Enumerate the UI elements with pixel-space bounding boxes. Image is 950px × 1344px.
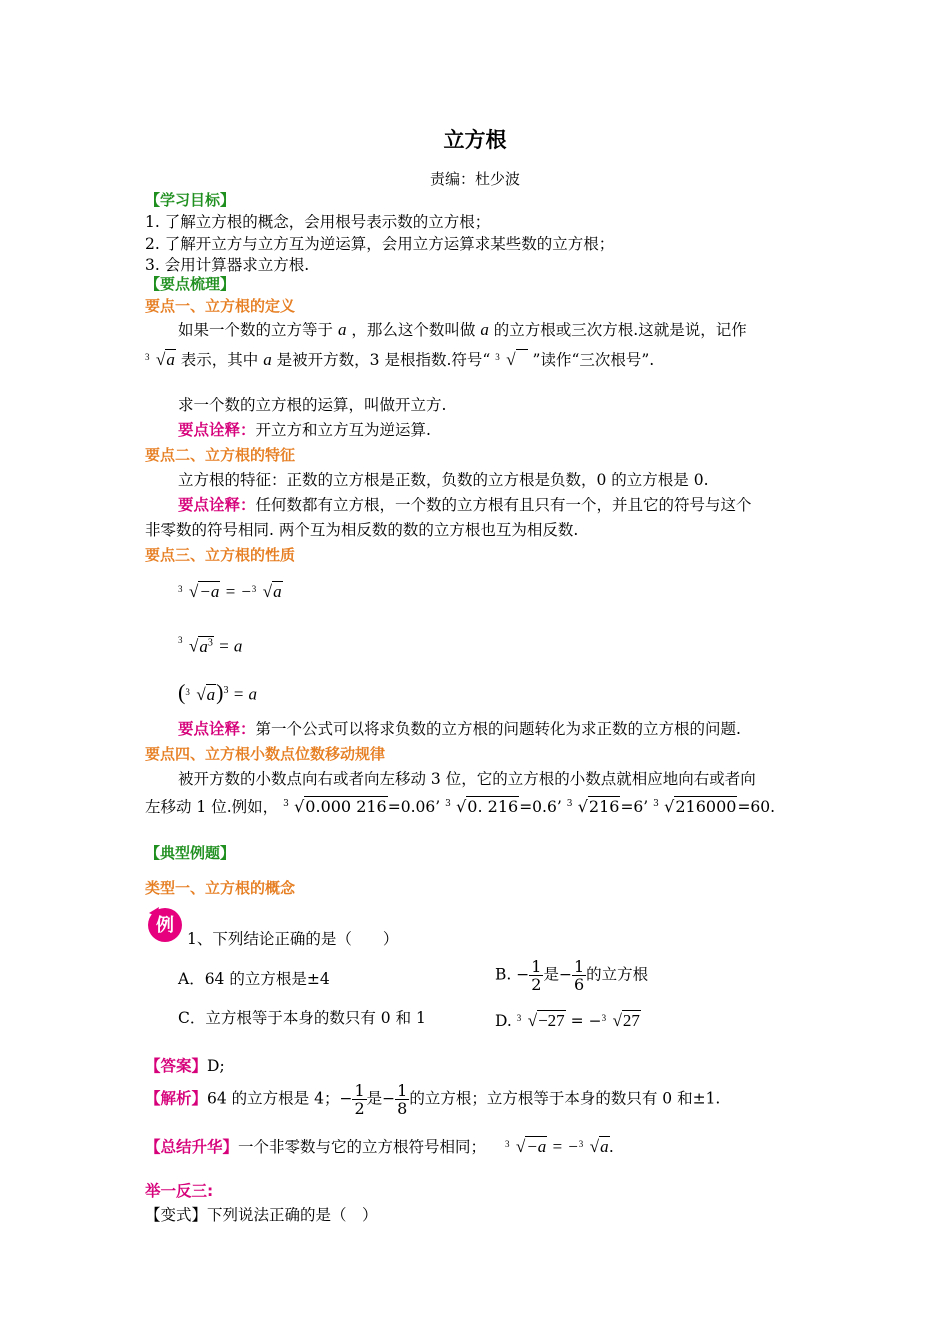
goal-item-3: 3. 会用计算器求立方根. (145, 256, 310, 274)
kp1-note (178, 420, 431, 440)
kp2-note (178, 495, 752, 515)
option-c: C．立方根等于本身的数只有 0 和 1 (178, 1009, 426, 1027)
kp3-heading: 要点三、立方根的性质 (145, 546, 296, 564)
radicand: −27 (538, 1011, 565, 1030)
denominator: 8 (397, 1099, 408, 1118)
example-root-3 (567, 797, 621, 817)
radicand: 0. 216 (467, 797, 519, 816)
text: 64 的立方根是 4； (207, 1089, 340, 1108)
text: ，那么这个数叫做 (351, 321, 476, 339)
radicand: a (600, 1137, 609, 1156)
text: ”读作“三次根号”. (532, 351, 655, 369)
radical-sign: √ (664, 797, 675, 816)
kp3-note (178, 719, 741, 739)
exponent: 3 (223, 685, 229, 696)
examples-heading: 【典型例题】 (145, 844, 236, 862)
root-index: 3 (504, 1139, 510, 1149)
answer-text: D; (207, 1057, 225, 1075)
option-d (495, 1011, 641, 1031)
formula-1 (178, 582, 283, 602)
root-index: 3 (178, 635, 183, 645)
note-text: 第一个公式可以将求负数的立方根的问题转化为求正数的立方根的问题. (255, 720, 741, 738)
numerator: 1 (573, 957, 585, 976)
radical-sign: √ (189, 636, 199, 656)
root-index: 3 (251, 584, 257, 594)
radicand: a (206, 684, 216, 704)
var-a: a (480, 320, 489, 339)
root-index: 3 (185, 686, 190, 697)
minus: − (339, 1089, 353, 1108)
summary-text: 一个非零数与它的立方根符号相同； (238, 1138, 487, 1156)
var-a: a (233, 636, 243, 656)
fraction-half (352, 1082, 366, 1117)
example-root-2 (445, 797, 519, 817)
denominator: 2 (354, 1099, 365, 1118)
radical-sign: √ (506, 350, 516, 369)
root-index: 3 (445, 799, 451, 809)
fraction-sixth (572, 958, 586, 993)
text: 是 (366, 1089, 383, 1108)
radicand: a (273, 582, 282, 601)
kp1-para2 (145, 350, 654, 370)
root-index: 3 (566, 799, 573, 809)
note-label: 要点诠释： (178, 421, 256, 439)
cube-root-symbol (495, 350, 527, 370)
formula-2 (178, 633, 242, 657)
kp1-heading: 要点一、立方根的定义 (145, 297, 296, 315)
summary-label: 【总结升华】 (145, 1138, 239, 1156)
radicand: 216000 (675, 797, 737, 816)
badge-text: 例 (156, 915, 174, 936)
radical-sign: √ (527, 1011, 538, 1030)
kp1-para1 (178, 320, 747, 340)
cube-root-a (252, 582, 283, 602)
kp2-heading: 要点二、立方根的特征 (145, 446, 296, 464)
radical-sign: √ (612, 1011, 622, 1030)
var-a: a (263, 350, 272, 369)
root-index: 3 (283, 799, 289, 809)
radicand: −a (526, 1137, 547, 1156)
root-index: 3 (578, 1139, 584, 1149)
cube-root-neg-a (178, 582, 220, 602)
option-label: D. (495, 1012, 512, 1030)
example-root-4 (653, 797, 737, 817)
cube-root-neg-a (505, 1137, 547, 1157)
fraction-eighth (395, 1082, 409, 1117)
radicand: 0.000 216 (305, 797, 387, 816)
numerator: 1 (354, 1081, 365, 1100)
goal-item-1: 1. 了解立方根的概念，会用根号表示数的立方根； (145, 213, 491, 231)
var-a: a (248, 684, 257, 704)
minus: − (516, 965, 530, 984)
result: =60 (737, 798, 771, 816)
radicand: a (199, 636, 208, 656)
summary-line (145, 1137, 614, 1157)
result: =0.6 (519, 798, 557, 816)
radicand: 216 (588, 797, 620, 816)
root-index: 3 (495, 352, 500, 362)
variant-line: 【变式】下列说法正确的是（ ） (145, 1206, 378, 1224)
result: =0.06 (387, 798, 436, 816)
equals: = (218, 636, 230, 656)
note-label: 要点诠释： (178, 496, 256, 514)
equals: = (232, 684, 245, 704)
text: 的立方根 (586, 965, 649, 984)
type1-heading: 类型一、立方根的概念 (145, 879, 296, 897)
result: =6 (620, 798, 644, 816)
denominator: 2 (531, 975, 542, 994)
example-root-1 (283, 797, 388, 817)
cube-root-27 (602, 1011, 641, 1031)
radical-sign: √ (196, 684, 206, 704)
root-index: 3 (601, 1013, 607, 1023)
text: 表示，其中 (180, 351, 259, 369)
var-a: a (337, 320, 347, 339)
radical-sign: √ (577, 797, 588, 816)
root-index: 3 (145, 352, 150, 362)
option-b (495, 958, 648, 993)
radical-sign: √ (156, 350, 166, 369)
text: 是被开方数，3 是根指数.符号“ (276, 351, 491, 369)
radical-sign: √ (262, 582, 273, 601)
goal-item-2: 2. 了解开立方与立方互为逆运算，会用立方运算求某些数的立方根； (145, 235, 615, 253)
text: 如果一个数的立方等于 (178, 321, 334, 339)
analysis-line (145, 1082, 720, 1117)
radicand: a (166, 350, 175, 369)
option-a: A．64 的立方根是±4 (178, 970, 330, 988)
minus: − (382, 1089, 396, 1108)
practice-heading: 举一反三: (145, 1182, 214, 1200)
radicand: −a (199, 582, 220, 601)
formula-3 (178, 681, 257, 705)
note-text: 任何数都有立方根，一个数的立方根有且只有一个，并且它的符号与这个 (255, 496, 752, 514)
exponent: 3 (207, 637, 213, 648)
example-badge-icon (145, 903, 185, 943)
goals-heading: 【学习目标】 (145, 191, 236, 209)
radical-sign: √ (456, 797, 467, 816)
option-label: B. (495, 965, 512, 984)
text: 左移动 1 位.例如， (145, 798, 279, 816)
minus: − (558, 965, 572, 984)
fraction-half (529, 958, 543, 993)
kp4-para1: 被开方数的小数点向右或者向左移动 3 位，它的立方根的小数点就相应地向右或者向 (178, 770, 756, 788)
kp1-para3: 求一个数的立方根的运算，叫做开立方. (178, 396, 447, 414)
left-paren: ( (178, 679, 186, 705)
root-index: 3 (653, 799, 659, 809)
equals: = (551, 1137, 564, 1156)
minus: − (588, 1012, 602, 1030)
kp4-heading: 要点四、立方根小数点位数移动规律 (145, 745, 386, 763)
kp4-para2: 左移动 1 位.例如， 3 √0.000 216=0.06’ 3 √0. 216=0.6’ 3 √216=6’ 3 √216000=60. (145, 797, 775, 817)
summary-formula: 3 √−a = − 3 √a. (505, 1137, 614, 1156)
editor-line: 责编：杜少波 (429, 170, 520, 188)
radical-sign: √ (189, 582, 199, 601)
equals: = (570, 1012, 584, 1030)
review-heading: 【要点梳理】 (145, 275, 236, 293)
equals: = (224, 582, 237, 601)
analysis-label: 【解析】 (145, 1089, 208, 1108)
kp2-para1: 立方根的特征：正数的立方根是正数，负数的立方根是负数，0 的立方根是 0. (178, 471, 709, 489)
minus: − (567, 1137, 579, 1156)
radical-sign: √ (515, 1137, 526, 1156)
numerator: 1 (531, 957, 542, 976)
root-index: 3 (516, 1013, 522, 1023)
cube-root-a-cubed (178, 633, 214, 657)
radicand: 27 (622, 1011, 640, 1030)
root-index: 3 (178, 584, 183, 594)
text: 的立方根；立方根等于本身的数只有 0 和±1. (409, 1089, 721, 1108)
text: 的立方根或三次方根.这就是说，记作 (493, 321, 747, 339)
text: 是 (543, 965, 559, 984)
radical-sign: √ (294, 797, 305, 816)
note-text: 开立方和立方互为逆运算. (255, 421, 431, 439)
minus: − (240, 582, 252, 601)
denominator: 6 (573, 975, 585, 994)
cube-root-a (579, 1137, 610, 1157)
cube-root-a (145, 350, 176, 370)
radical-sign: √ (589, 1137, 600, 1156)
answer-label: 【答案】 (145, 1057, 208, 1075)
kp2-note-cont: 非零数的符号相同. 两个互为相反数的数的立方根也互为相反数. (145, 521, 579, 539)
numerator: 1 (397, 1081, 408, 1100)
page-title: 立方根 (443, 128, 507, 152)
answer-line (145, 1056, 225, 1076)
cube-root-a (185, 685, 216, 705)
q1-stem: 1、下列结论正确的是（ ） (187, 930, 399, 948)
right-paren: ) (216, 679, 224, 705)
note-label: 要点诠释： (178, 720, 256, 738)
cube-root-neg27 (517, 1011, 566, 1031)
